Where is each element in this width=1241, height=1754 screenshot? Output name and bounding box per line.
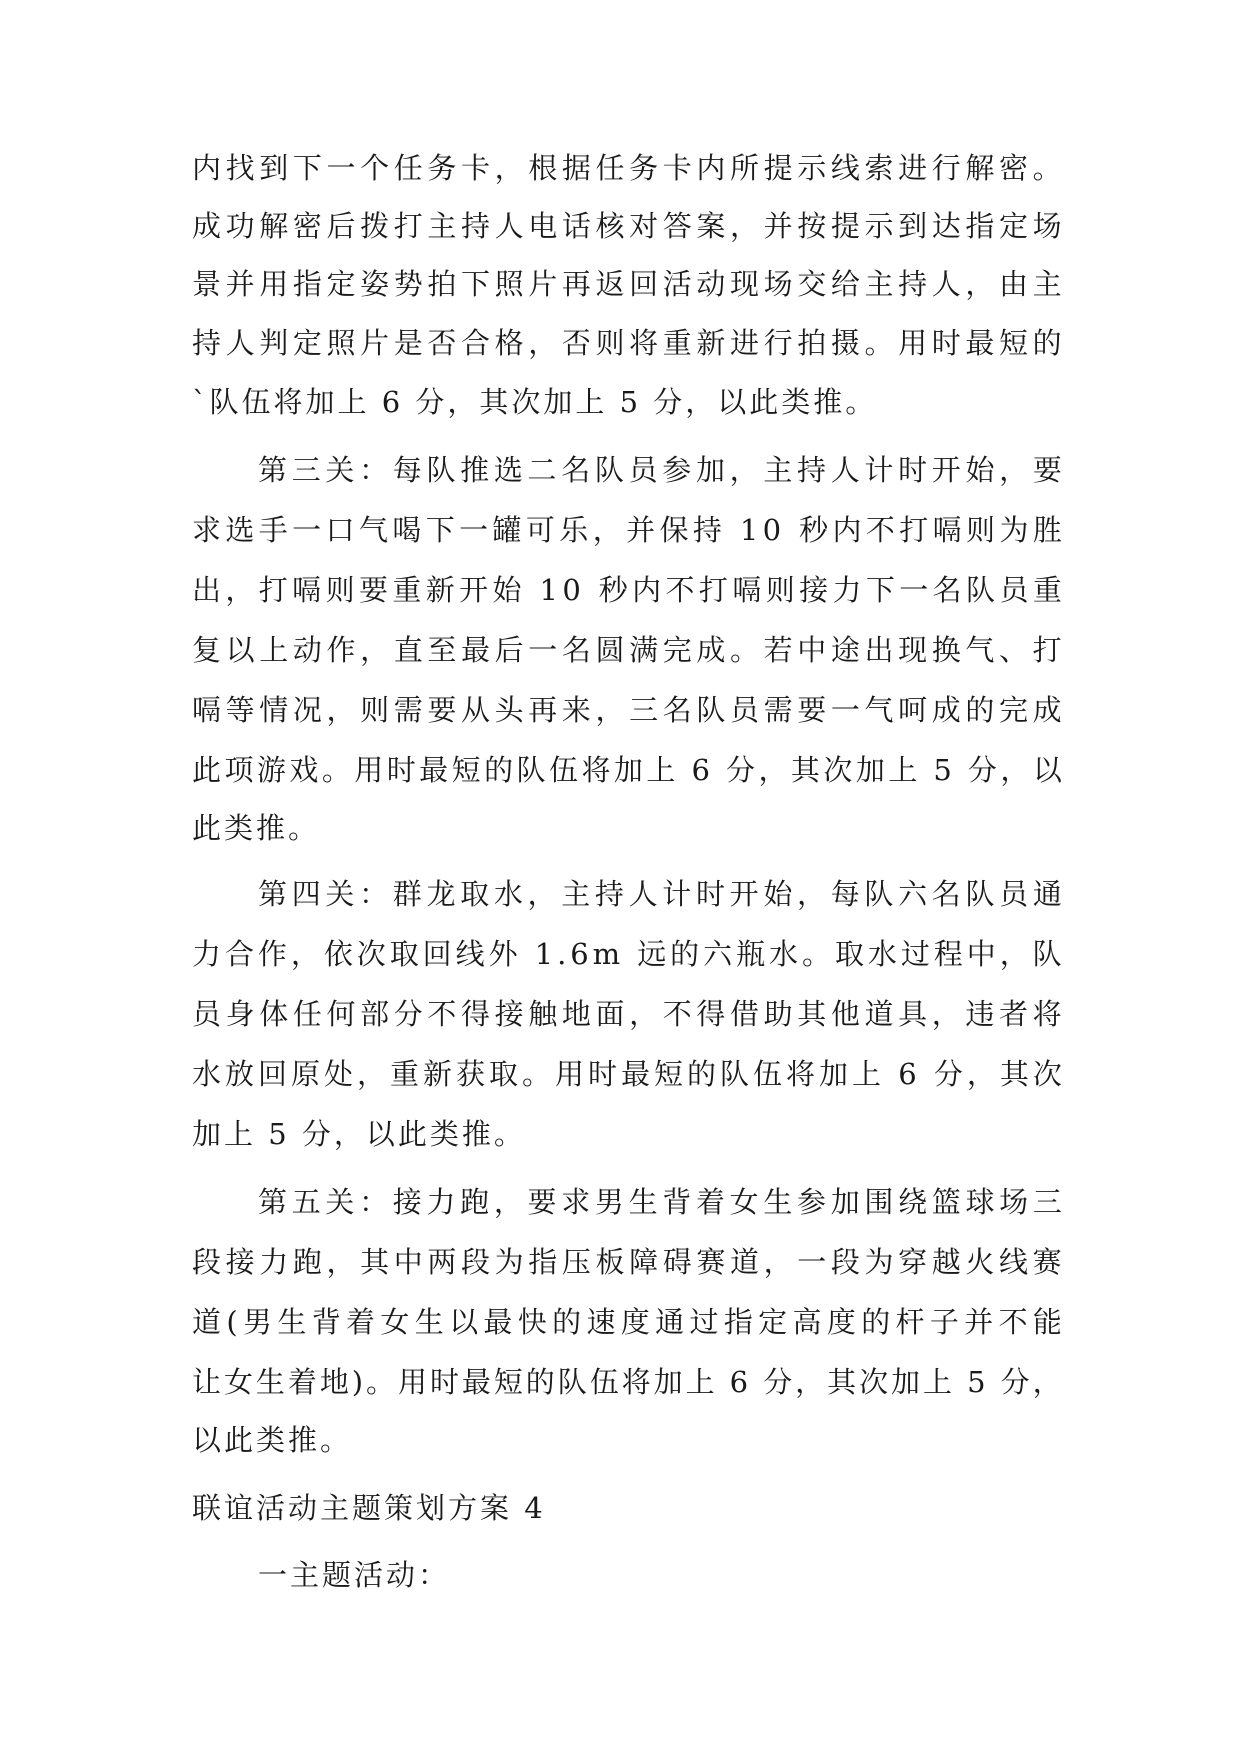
paragraph-line bbox=[192, 984, 1062, 1044]
paragraph-line: 此类推。 bbox=[192, 811, 321, 845]
line-text: 道 ( 男 生 背 着 女 生 以 最 快 的 速 度 通 过 指 定 高 度 的 杆 子 并 不 能 bbox=[192, 1305, 1062, 1339]
line-text: 景 并 用 指 定 姿 势 拍 下 照 片 再 返 回 活 动 现 场 交 给 主 持 人 ， 由 主 bbox=[192, 267, 1062, 301]
paragraph-line bbox=[192, 1044, 1062, 1104]
line-text: 力 合 作 ， 依 次 取 回 线 外 1 . 6 m 远 的 六 瓶 水 。 取 水 过 程 中 ， 队 bbox=[192, 937, 1062, 971]
line-text: 此 项 游 戏 。 用 时 最 短 的 队 伍 将 加 上 6 分 ， 其 次 加 上 5 分 ， 以 bbox=[192, 753, 1062, 787]
paragraph-line bbox=[192, 1292, 1062, 1352]
line-text: 复 以 上 动 作 ， 直 至 最 后 一 名 圆 满 完 成 。 若 中 途 出 现 换 气 、 打 bbox=[192, 633, 1062, 667]
paragraph-line bbox=[192, 138, 1062, 198]
section-heading: 联谊活动主题策划方案 4 bbox=[192, 1491, 546, 1525]
paragraph-line bbox=[258, 864, 1062, 924]
line-text: 第 四 关 ： 群 龙 取 水 ， 主 持 人 计 时 开 始 ， 每 队 六 名 队 员 通 bbox=[258, 877, 1062, 911]
paragraph-line bbox=[192, 1232, 1062, 1292]
line-text: 内 找 到 下 一 个 任 务 卡 ， 根 据 任 务 卡 内 所 提 示 线 索 进 行 解 密 。 bbox=[192, 151, 1062, 185]
paragraph-line: 以此类推。 bbox=[192, 1423, 353, 1457]
line-text: 持 人 判 定 照 片 是 否 合 格 ， 否 则 将 重 新 进 行 拍 摄 。 用 时 最 短 的 bbox=[192, 326, 1062, 360]
line-text: 员 身 体 任 何 部 分 不 得 接 触 地 面 ， 不 得 借 助 其 他 道 具 ， 违 者 将 bbox=[192, 997, 1062, 1031]
paragraph-line bbox=[258, 440, 1062, 500]
line-text: 求 选 手 一 口 气 喝 下 一 罐 可 乐 ， 并 保 持 1 0 秒 内 不 打 嗝 则 为 胜 bbox=[192, 513, 1062, 547]
paragraph-line bbox=[192, 620, 1062, 680]
paragraph-line bbox=[192, 740, 1062, 800]
paragraph-line bbox=[258, 1172, 1062, 1232]
line-text: 第 三 关 ： 每 队 推 选 二 名 队 员 参 加 ， 主 持 人 计 时 开 始 ， 要 bbox=[258, 453, 1062, 487]
line-text: 出 ， 打 嗝 则 要 重 新 开 始 1 0 秒 内 不 打 嗝 则 接 力 下 一 名 队 员 重 bbox=[192, 573, 1062, 607]
paragraph-line bbox=[192, 1352, 1062, 1412]
line-text: 成 功 解 密 后 拨 打 主 持 人 电 话 核 对 答 案 ， 并 按 提 示 到 达 指 定 场 bbox=[192, 209, 1062, 243]
paragraph-line bbox=[192, 313, 1062, 373]
line-text: 第 五 关 ： 接 力 跑 ， 要 求 男 生 背 着 女 生 参 加 围 绕 篮 球 场 三 bbox=[258, 1185, 1062, 1219]
paragraph-line: 加上 5 分，以此类推。 bbox=[192, 1117, 526, 1151]
line-text: 段 接 力 跑 ， 其 中 两 段 为 指 压 板 障 碍 赛 道 ， 一 段 为 穿 越 火 线 赛 bbox=[192, 1245, 1062, 1279]
paragraph-line bbox=[192, 254, 1062, 314]
paragraph-line bbox=[192, 680, 1062, 740]
paragraph-line bbox=[192, 560, 1062, 620]
paragraph-line: `队伍将加上 6 分，其次加上 5 分，以此类推。 bbox=[192, 385, 878, 419]
line-text: 让 女 生 着 地 ) 。 用 时 最 短 的 队 伍 将 加 上 6 分 ， 其 次 加 上 5 分 ， bbox=[192, 1365, 1062, 1399]
paragraph-line bbox=[192, 924, 1062, 984]
line-text: 嗝 等 情 况 ， 则 需 要 从 头 再 来 ， 三 名 队 员 需 要 一 气 呵 成 的 完 成 bbox=[192, 693, 1062, 727]
sub-heading: 一主题活动： bbox=[258, 1558, 451, 1592]
paragraph-line bbox=[192, 500, 1062, 560]
line-text: 水 放 回 原 处 ， 重 新 获 取 。 用 时 最 短 的 队 伍 将 加 上 6 分 ， 其 次 bbox=[192, 1057, 1062, 1091]
paragraph-line bbox=[192, 196, 1062, 256]
